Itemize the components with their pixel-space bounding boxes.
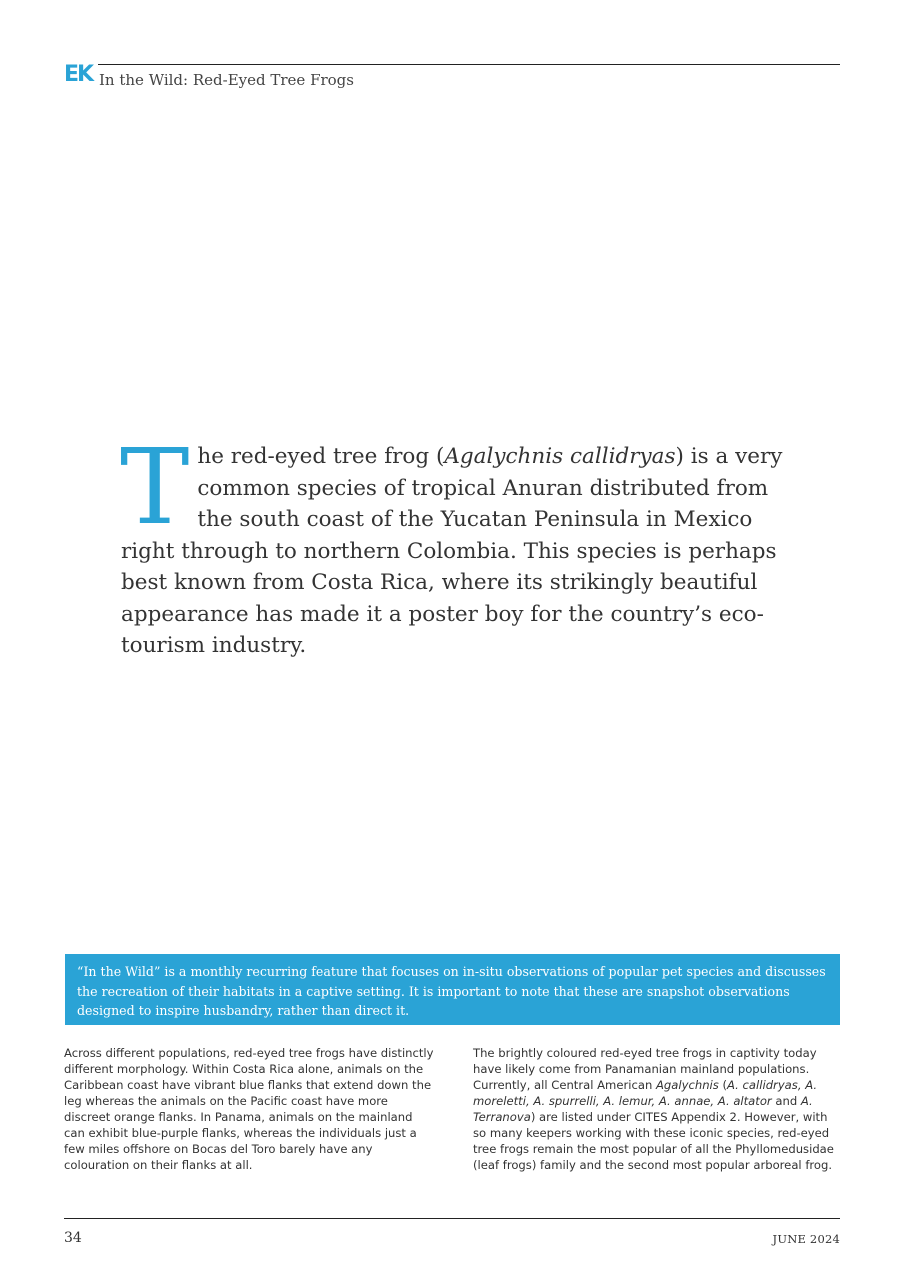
right-column-paragraph <box>473 1045 843 1173</box>
right-text-part1: The brightly coloured red-eyed tree frogs in captivity today have likely come from Panamanian mainland populations. Currently, all Central American <box>473 1046 817 1092</box>
right-text-part4: ) are listed under CITES Appendix 2. However, with so many keepers working with these iconic species, red-eyed tree frogs remain the most popular of all the Phyllomedusidae (leaf frogs) family and the second most popular arboreal frog. <box>473 1110 834 1172</box>
issue-date: JUNE 2024 <box>772 1232 840 1246</box>
left-column-text: Across different populations, red-eyed tree frogs have distinctly different morphology. Within Costa Rica alone, animals on the Caribbean coast have vibrant blue flanks that extend down the leg whereas the animals on the Pacific coast have more discreet orange flanks. In Panama, animals on the mainland can exhibit blue-purple flanks, whereas the individuals just a few miles offshore on Bocas del Toro barely have any colouration on their flanks at all. <box>64 1046 434 1172</box>
page-number: 34 <box>64 1230 82 1246</box>
callout-text: “In the Wild” is a monthly recurring feature that focuses on in-situ observations of popular pet species and discusses the recreation of their habitats in a captive setting. It is important to note that these are snapshot observations designed to inspire husbandry, rather than direct it. <box>77 964 826 1018</box>
right-text-part3: and <box>771 1094 801 1108</box>
feature-callout-box <box>65 954 840 1025</box>
lead-species-name: Agalychnis callidryas <box>444 444 676 469</box>
footer-rule <box>64 1218 840 1219</box>
lead-paragraph <box>120 426 789 662</box>
right-species-terranova: A. Terranova <box>473 1094 813 1124</box>
right-species-list: A. callidryas, A. moreletti, A. spurrelli, A. lemur, A. annae, A. altator <box>473 1078 818 1108</box>
header-rule <box>98 64 840 65</box>
section-title: In the Wild: Red-Eyed Tree Frogs <box>99 71 354 89</box>
body-column-right <box>473 1045 843 1173</box>
magazine-logo: EK <box>64 62 93 87</box>
lead-text-part1: he red-eyed tree frog ( <box>197 444 445 469</box>
drop-cap: T <box>120 426 190 548</box>
right-genus-name: Agalychnis <box>656 1078 719 1092</box>
right-text-part2: ( <box>718 1078 728 1092</box>
lead-text-part2: ) is a very common species of tropical Anuran distributed from the south coast of the Yucatan Peninsula in Mexico right through to northern Colombia. This species is perhaps best known from Costa Rica, where its strikingly beautiful appearance has made it a poster boy for the country’s eco-tourism industry. <box>121 444 783 658</box>
body-column-left <box>64 1045 434 1173</box>
